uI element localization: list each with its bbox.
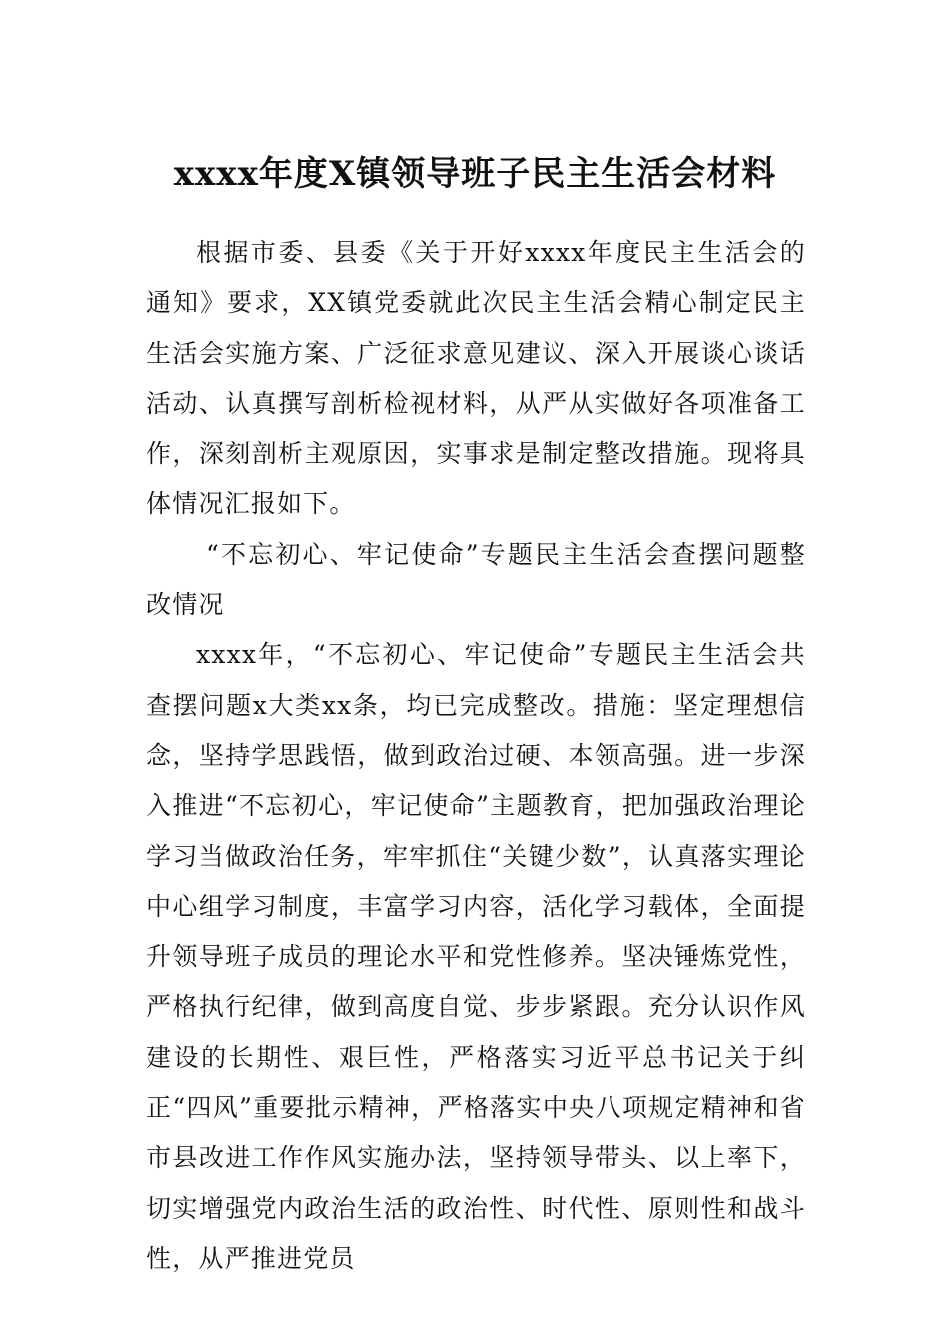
document-title: xxxx年度X镇领导班子民主生活会材料 (173, 154, 777, 194)
document-body (146, 228, 806, 1284)
section-heading: “不忘初心、牢记使命”专题民主生活会查摆问题整改情况 (146, 539, 806, 620)
body-paragraph: xxxx年，“不忘初心、牢记使命”专题民主生活会共查摆问题x大类xx条，均已完成整改。措施：坚定理想信念，坚持学思践悟，做到政治过硬、本领高强。进一步深入推进“不忘初心，牢记使命”主题教育，把加强政治理论学习当做政治任务，牢牢抓住“关键少数”，认真落实理论中心组学习制度，丰富学习内容，活化学习载体，全面提升领导班子成员的理论水平和党性修养。坚决锤炼党性，严格执行纪律，做到高度自觉、步步紧跟。充分认识作风建设的长期性、艰巨性，严格落实习近平总书记关于纠正“四风”重要批示精神，严格落实中央八项规定精神和省市县改进工作作风实施办法，坚持领导带头、以上率下，切实增强党内政治生活的政治性、时代性、原则性和战斗性，从严推进党员 (146, 640, 806, 1273)
intro-paragraph: 根据市委、县委《关于开好xxxx年度民主生活会的通知》要求，XX镇党委就此次民主生活会精心制定民主生活会实施方案、广泛征求意见建议、深入开展谈心谈话活动、认真撰写剖析检视材料，从严从实做好各项准备工作，深刻剖析主观原因，实事求是制定整改措施。现将具体情况汇报如下。 (146, 238, 806, 519)
